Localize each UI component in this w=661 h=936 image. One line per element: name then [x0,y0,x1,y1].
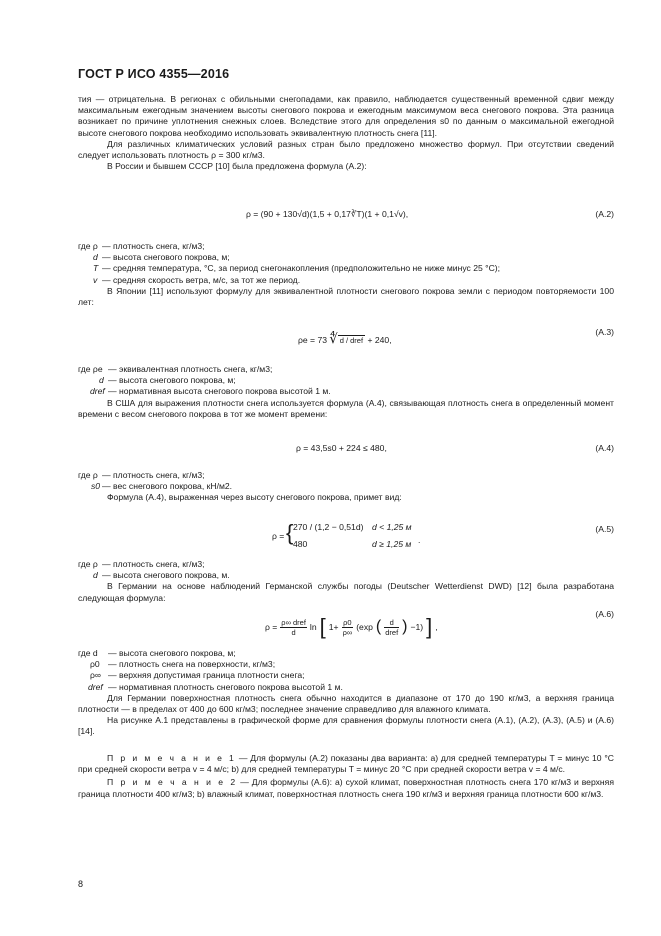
equation-number-a3: (А.3) [595,327,614,337]
where-a3 [78,364,614,420]
fraction-1: $\frac{\text{ρ∞ dref}}{d}$ [281,617,306,637]
symbol: dref [90,386,105,397]
definition: — вес снегового покрова, кН/м2. [102,481,233,492]
where-row [78,364,614,375]
paren-left: ( [375,618,382,635]
symbol: s0 [91,481,101,492]
where-row [78,241,614,252]
equation-a5-cond1: d < 1,25 м [372,522,412,532]
definition: — средняя температура, °С, за период снегонакопления (предположительно не ниже минус 25 °С); [102,263,501,274]
paren-right: ) [402,618,408,635]
where-row [78,263,614,274]
symbol: где ρ [78,470,98,480]
bracket-left: [ [319,614,326,639]
where-row [78,559,614,570]
equation-a5-lhs: ρ = [272,531,285,541]
symbol: d [93,570,98,581]
curly-brace: { [286,520,294,545]
where-row [78,470,614,481]
equation-a2: ρ = (90 + 130√d)(1,5 + 0,17∛T)(1 + 0,1√v), [246,209,409,219]
paragraph-figure: На рисунке А.1 представлены в графической форме для сравнения формулы плотности снега (А.1), (А.2), (А.3), (А.5) и (А.6) [14]. [78,715,614,737]
symbol: где ρe [78,364,103,374]
where-row [78,481,614,492]
symbol: где ρ [78,241,98,251]
definition: — высота снегового покрова, м. [102,570,230,581]
fraction-3: $\frac{d}{\text{dref}}$ [385,617,399,637]
where-a5 [78,559,614,604]
equation-a3-radicand: d / dref [339,336,364,345]
symbol: где ρ [78,559,98,569]
definition: — нормативная плотность снегового покрова высотой 1 м. [108,681,343,692]
definition: — высота снегового покрова, м; [108,375,236,386]
where-a4 [78,470,614,504]
symbol: ρ∞ [90,670,102,681]
note-2-text: — Для формулы (А.6): а) сухой климат, поверхностная плотность снега 170 кг/м3 и верхняя граница плотности 400 кг/м3; b) влажный климат, поверхностная плотность снега 190 кг/м3 и верхняя граница плотности 600 кг/м3. [78,777,614,799]
definition: — средняя скорость ветра, м/с, за тот же период. [102,274,301,285]
ln-operator: ln [309,622,317,632]
comma: , [435,622,438,632]
note-1-text: — Для формулы (А.2) показаны два варианта: а) для средней температуры T = минус 10 °С при средней скорости ветра v = 4 м/с; b) для средней температуры T = минус 20 °С при средней скорости ветра v = 4 м/с. [78,753,614,775]
definition: — нормативная высота снегового покрова высотой 1 м. [108,386,331,397]
symbol: v [93,274,98,285]
bracket-right: ] [426,614,433,639]
symbol: d [99,375,104,386]
where-row [78,670,614,681]
radical-sign: ∜ [329,331,338,346]
where-row [78,682,614,693]
equation-number-a4: (А.4) [595,443,614,453]
equation-a3 [298,331,392,347]
equation-a5-case1: 270 / (1,2 − 0,51d) [293,522,364,532]
where-a6 [78,648,614,738]
equation-a5-cond2: d ≥ 1,25 м [372,539,412,549]
note-2 [78,777,614,799]
page-number: 8 [78,879,84,889]
equation-number-a2: (А.2) [595,209,614,219]
equation-a5-case2: 480 [293,539,308,549]
where-row [78,375,614,386]
note-1 [78,753,614,775]
equation-a3-tail: + 240, [367,335,392,345]
equation-a6-lhs: ρ = [265,622,278,632]
equation-a3-lhs: ρe = 73 [298,335,328,345]
equation-a5-dot: . [418,535,421,545]
where-row [78,659,614,670]
fraction-2: $\frac{\rho 0}{\rho\infty}$ [342,617,353,637]
definition: — верхняя допустимая граница плотности снега; [108,670,305,681]
exp-operator: (exp [356,622,373,632]
definition: — эквивалентная плотность снега, кг/м3; [108,364,273,374]
where-a2 [78,241,614,308]
where-row [78,275,614,286]
where-row [78,386,614,397]
definition: — плотность снега, кг/м3; [102,559,205,569]
symbol: dref [88,681,103,692]
paragraph-germany: В Германии на основе наблюдений Германской службы погоды (Deutscher Wetterdienst DWD) [12] была разработана следующая формула: [78,581,614,603]
paragraph-japan: В Японии [11] используют формулу для эквивалентной плотности снегового покрова земли с периодом повторяемости 100 лет: [78,285,614,307]
note-2-label: П р и м е ч а н и е 2 [107,777,238,788]
where-row [78,648,614,659]
paragraph-usa: В США для выражения плотности снега используется формула (А.4), связывающая плотность снега в определенный момент времени с весом снегового покрова в тот же момент времени: [78,397,614,419]
symbol: где d [78,648,98,658]
notes-block [78,753,614,800]
equation-a6 [265,614,438,640]
paragraph-a4-height: Формула (А.4), выраженная через высоту снегового покрова, примет вид: [107,492,402,503]
note-1-label: П р и м е ч а н и е 1 [107,753,237,763]
paragraph-germany-2: Для Германии поверхностная плотность снега обычно находится в диапазоне от 170 до 190 кг/м3, а верхняя граница плотности — в пределах от 400 до 600 кг/м3; последнее значение справедливо для влажного климата. [78,692,614,714]
definition: — высота снегового покрова, м; [102,252,230,263]
symbol: T [93,263,99,274]
document-header: ГОСТ Р ИСО 4355—2016 [78,67,230,81]
definition: — высота снегового покрова, м; [108,648,236,658]
paragraph-russia: В России и бывшем СССР [10] была предложена формула (А.2): [107,161,367,172]
one-plus: 1+ [328,622,339,632]
where-row [78,252,614,263]
definition: — плотность снега, кг/м3; [102,470,205,480]
equation-number-a5: (А.5) [595,524,614,534]
exp-tail: −1) [410,622,424,632]
intro-block [78,94,614,172]
definition: — плотность снега на поверхности, кг/м3; [108,659,276,670]
paragraph-formulas: Для различных климатических условий разных стран было предложено множество формул. При отсутствии сведений следует использовать плотность ρ = 300 кг/м3. [78,138,614,161]
symbol: d [93,252,98,263]
equation-a4: ρ = 43,5s0 + 224 ≤ 480, [296,443,387,453]
definition: — плотность снега, кг/м3; [102,241,205,251]
where-row [78,570,614,581]
paragraph-density-shift: тия — отрицательна. В регионах с обильными снегопадами, как правило, наблюдается существенный временной сдвиг между максимальным ежегодным значением высоты снегового покрова и ежегодным максимумом веса снегового покрова. Эта разница возникает по причине уплотнения снежных слоев. Вследствие этого для определения s0 по данным о максимальной ежегодной высоте снегового покрова необходимо использовать эквивалентную плотность снега [11]. [78,94,614,138]
symbol: ρ0 [90,659,100,670]
equation-number-a6: (А.6) [595,609,614,619]
